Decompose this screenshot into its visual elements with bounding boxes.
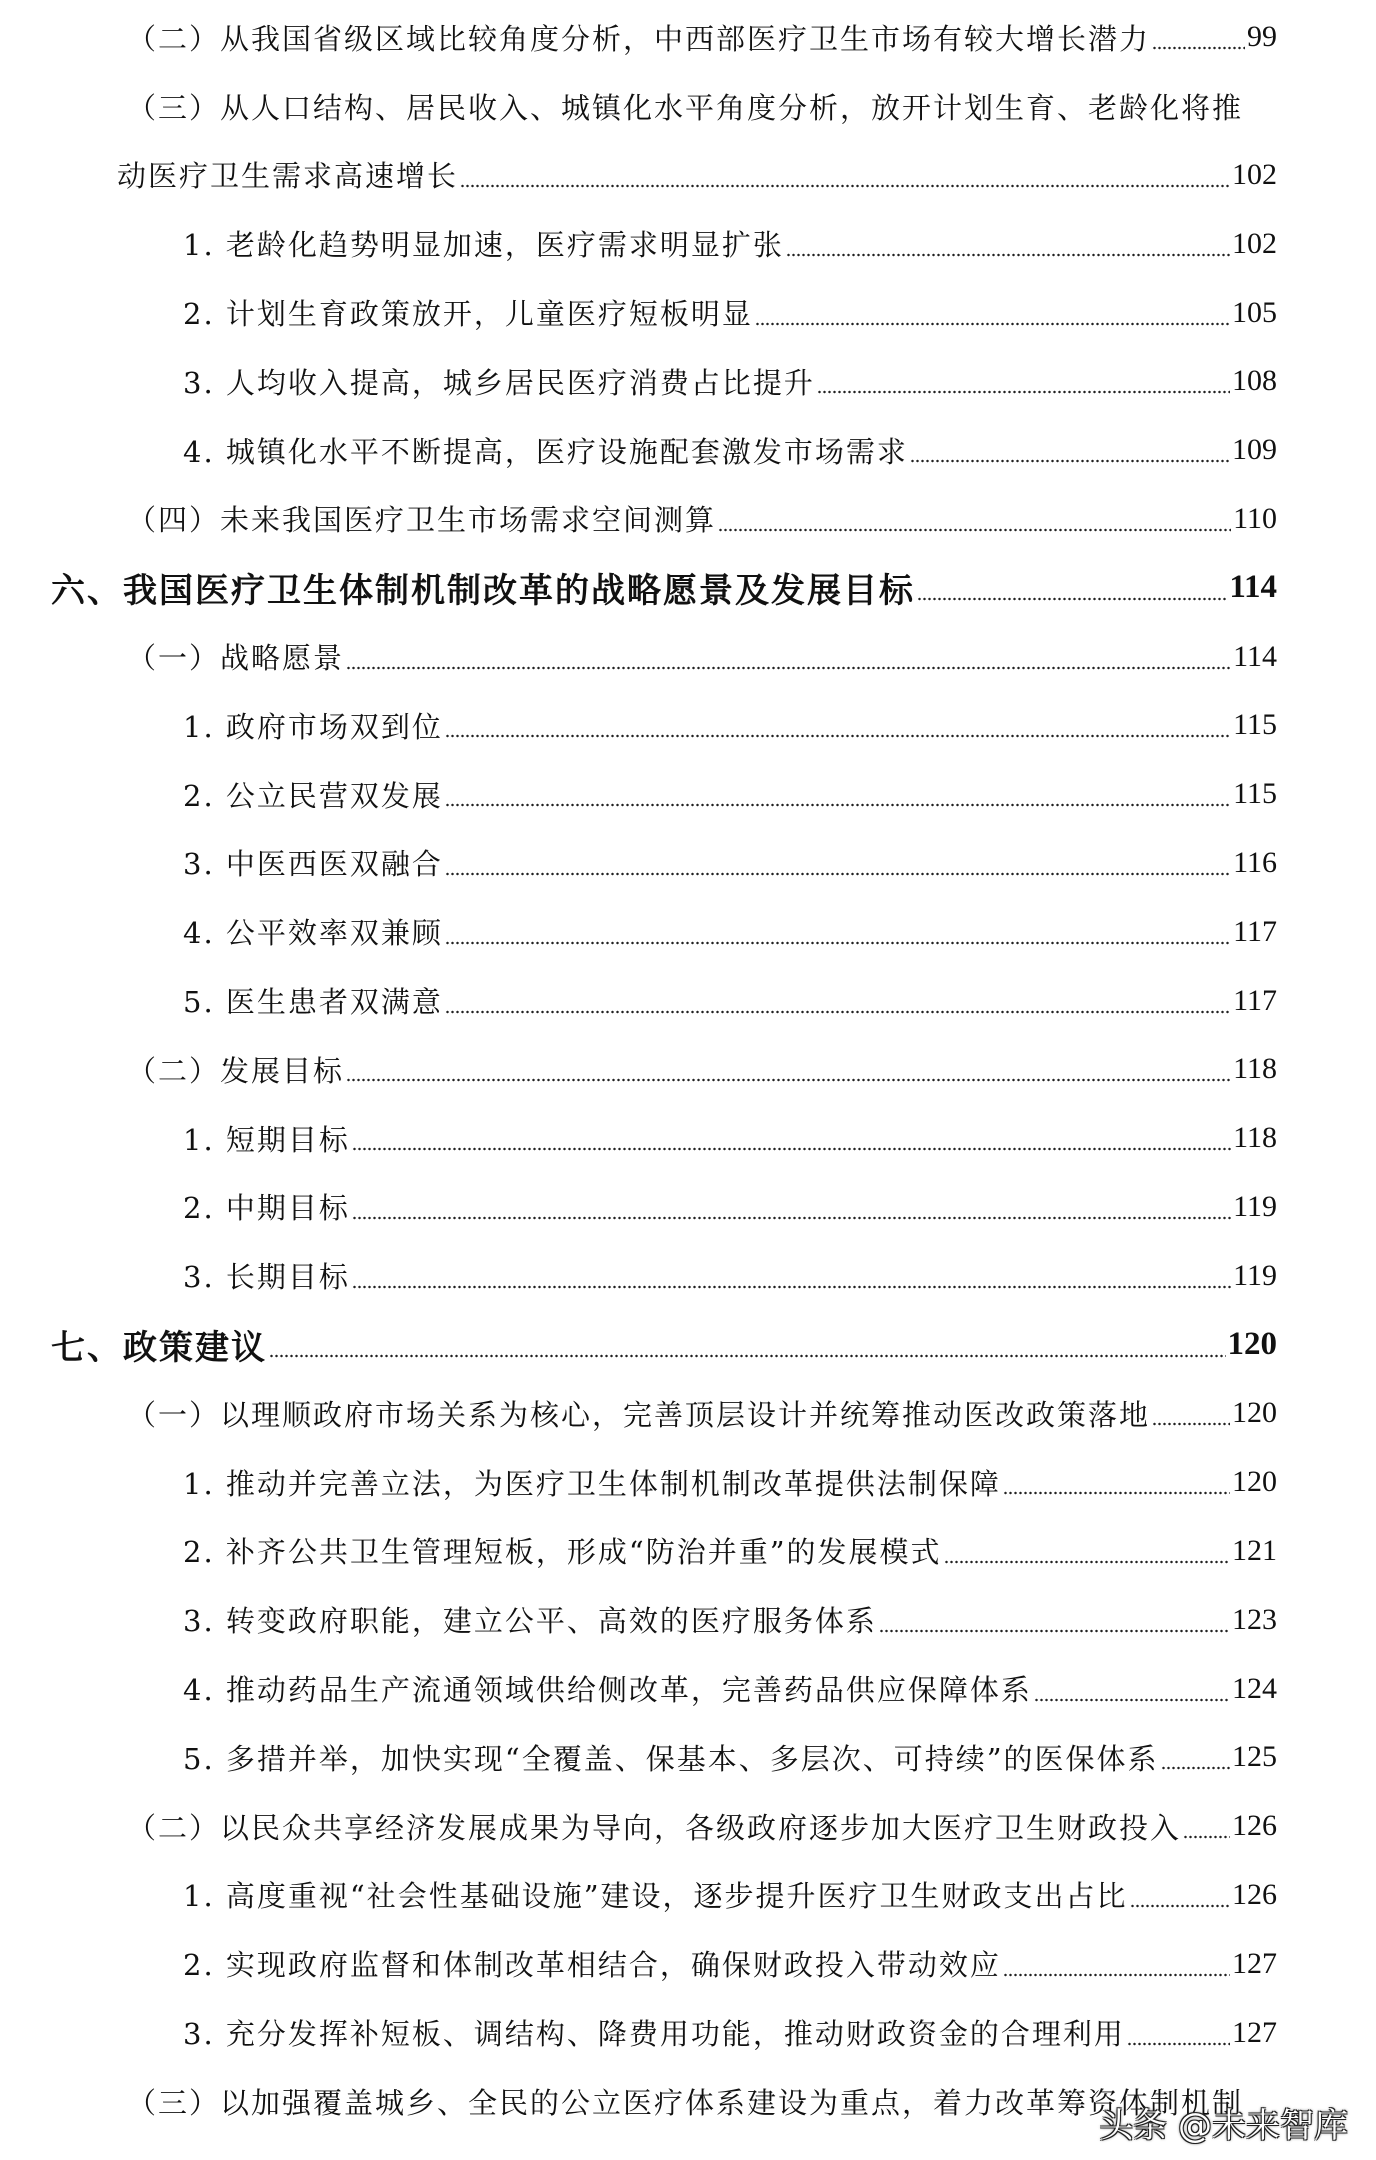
toc-dot-leader	[1034, 1698, 1230, 1702]
toc-entry-title: 2. 公立民营双发展	[183, 778, 443, 813]
toc-dot-leader	[1183, 1835, 1230, 1839]
toc-page-number: 119	[1233, 1258, 1277, 1292]
toc-entry-title: 1. 短期目标	[183, 1122, 350, 1157]
toc-page-number: 127	[1232, 1946, 1277, 1980]
toc-dot-leader	[1152, 1422, 1230, 1426]
toc-page-number: 120	[1227, 1326, 1277, 1363]
toc-section-entry[interactable]	[0, 1792, 1376, 1861]
toc-dot-leader	[445, 803, 1231, 807]
toc-page-number: 117	[1233, 983, 1277, 1017]
toc-page-number: 116	[1233, 845, 1277, 879]
toc-item-entry[interactable]	[0, 416, 1376, 485]
toc-dot-leader	[269, 1354, 1226, 1358]
toc-entry-title: 1. 推动并完善立法，为医疗卫生体制机制改革提供法制保障	[183, 1466, 1001, 1501]
watermark: 头条 @未来智库	[1099, 2106, 1348, 2146]
toc-dot-leader	[1161, 1766, 1230, 1770]
toc-section-entry[interactable]	[0, 1035, 1376, 1104]
toc-page-number: 118	[1233, 1121, 1277, 1155]
toc-dot-leader	[1003, 1973, 1230, 1977]
toc-dot-leader	[445, 734, 1231, 738]
toc-page-number: 123	[1232, 1602, 1277, 1636]
toc-item-entry[interactable]	[0, 1517, 1376, 1586]
toc-entry-title: 4. 公平效率双兼顾	[183, 916, 443, 951]
toc-page-number: 127	[1232, 2015, 1277, 2049]
toc-chapter-entry[interactable]	[0, 553, 1376, 622]
toc-page-number: 114	[1233, 639, 1277, 673]
toc-item-entry[interactable]	[0, 1241, 1376, 1310]
toc-page-number: 126	[1232, 1877, 1277, 1911]
toc-dot-leader	[346, 666, 1231, 670]
toc-dot-leader	[1130, 1904, 1230, 1908]
toc-page-number: 102	[1232, 226, 1277, 260]
toc-dot-leader	[755, 322, 1230, 326]
toc-entry-title: 2. 中期目标	[183, 1191, 350, 1226]
toc-dot-leader	[352, 1147, 1231, 1151]
toc-dot-leader	[817, 390, 1230, 394]
toc-item-entry[interactable]	[0, 209, 1376, 278]
toc-dot-leader	[352, 1285, 1231, 1289]
toc-page-number: 126	[1232, 1809, 1277, 1843]
toc-page-number: 115	[1233, 777, 1277, 811]
toc-section-entry[interactable]	[0, 3, 1376, 72]
toc-page-number: 118	[1233, 1052, 1277, 1086]
toc-dot-leader	[917, 597, 1227, 601]
toc-entry-title: （三）以加强覆盖城乡、全民的公立医疗体系建设为重点，着力改革筹资体制机制	[127, 2085, 1244, 2120]
toc-entry-title: 3. 转变政府职能，建立公平、高效的医疗服务体系	[183, 1604, 877, 1639]
toc-item-entry[interactable]	[0, 897, 1376, 966]
toc-page-number: 109	[1232, 433, 1277, 467]
toc-section-entry[interactable]	[0, 72, 1376, 141]
toc-section-entry[interactable]	[0, 1379, 1376, 1448]
toc-entry-title: 动医疗卫生需求高速增长	[117, 159, 459, 194]
toc-entry-title: 4. 城镇化水平不断提高，医疗设施配套激发市场需求	[183, 434, 908, 469]
toc-entry-title: 1. 老龄化趋势明显加速，医疗需求明显扩张	[183, 228, 784, 263]
toc-item-entry[interactable]	[0, 1861, 1376, 1930]
toc-page-number: 120	[1232, 1396, 1277, 1430]
toc-entry-title: 3. 中医西医双融合	[183, 847, 443, 882]
toc-entry-title: （二）以民众共享经济发展成果为导向，各级政府逐步加大医疗卫生财政投入	[127, 1810, 1182, 1845]
toc-entry-title: 4. 推动药品生产流通领域供给侧改革，完善药品供应保障体系	[183, 1673, 1032, 1708]
toc-entry-title: （一）战略愿景	[127, 641, 345, 676]
toc-page-number: 110	[1233, 501, 1277, 535]
toc-entry-title: （四）未来我国医疗卫生市场需求空间测算	[127, 503, 717, 538]
toc-section-entry[interactable]	[0, 141, 1376, 210]
toc-entry-title: 3. 长期目标	[183, 1260, 350, 1295]
toc-chapter-entry[interactable]	[0, 1310, 1376, 1379]
toc-item-entry[interactable]	[0, 1585, 1376, 1654]
toc-item-entry[interactable]	[0, 760, 1376, 829]
toc-page-number: 119	[1233, 1189, 1277, 1223]
toc-dot-leader	[445, 872, 1231, 876]
toc-dot-leader	[786, 253, 1230, 257]
toc-page-number: 121	[1232, 1533, 1277, 1567]
toc-entry-title: （三）从人口结构、居民收入、城镇化水平角度分析，放开计划生育、老龄化将推	[127, 90, 1244, 125]
toc-section-entry[interactable]	[0, 622, 1376, 691]
toc-dot-leader	[1152, 46, 1245, 50]
toc-dot-leader	[445, 1010, 1231, 1014]
toc-dot-leader	[879, 1629, 1230, 1633]
toc-entry-title: 六、我国医疗卫生体制机制改革的战略愿景及发展目标	[51, 571, 915, 612]
toc-entry-title: 1. 高度重视“社会性基础设施”建设，逐步提升医疗卫生财政支出占比	[183, 1879, 1128, 1914]
toc-page-number: 115	[1233, 708, 1277, 742]
toc-dot-leader	[445, 941, 1231, 945]
toc-dot-leader	[944, 1560, 1230, 1564]
toc-item-entry[interactable]	[0, 1104, 1376, 1173]
toc-entry-title: 2. 补齐公共卫生管理短板，形成“防治并重”的发展模式	[183, 1535, 942, 1570]
toc-dot-leader	[718, 528, 1231, 532]
toc-page-number: 105	[1232, 295, 1277, 329]
toc-dot-leader	[910, 459, 1230, 463]
toc-entry-title: 5. 医生患者双满意	[183, 985, 443, 1020]
toc-entry-title: 1. 政府市场双到位	[183, 709, 443, 744]
toc-page-number: 120	[1232, 1465, 1277, 1499]
toc-dot-leader	[1003, 1491, 1230, 1495]
toc-item-entry[interactable]	[0, 1723, 1376, 1792]
toc-item-entry[interactable]	[0, 691, 1376, 760]
toc-item-entry[interactable]	[0, 1173, 1376, 1242]
toc-entry-title: 3. 充分发挥补短板、调结构、降费用功能，推动财政资金的合理利用	[183, 2017, 1125, 2051]
toc-entry-title: 2. 实现政府监督和体制改革相结合，确保财政投入带动效应	[183, 1948, 1001, 1983]
toc-page-number: 114	[1229, 569, 1277, 606]
toc-page-number: 108	[1232, 364, 1277, 398]
toc-page-number: 117	[1233, 914, 1277, 948]
toc-item-entry[interactable]	[0, 1448, 1376, 1517]
toc-item-entry[interactable]	[0, 1654, 1376, 1723]
toc-item-entry[interactable]	[0, 829, 1376, 898]
toc-item-entry[interactable]	[0, 1929, 1376, 1998]
toc-entry-title: （二）发展目标	[127, 1053, 345, 1088]
toc-page-number: 99	[1247, 20, 1277, 54]
toc-item-entry[interactable]	[0, 278, 1376, 347]
toc-entry-title: 5. 多措并举，加快实现“全覆盖、保基本、多层次、可持续”的医保体系	[183, 1741, 1159, 1776]
toc-entry-title: （二）从我国省级区域比较角度分析，中西部医疗卫生市场有较大增长潜力	[127, 21, 1151, 56]
toc-dot-leader	[346, 1078, 1231, 1082]
toc-section-entry[interactable]	[0, 485, 1376, 554]
toc-entry-title: 七、政策建议	[51, 1328, 267, 1369]
table-of-contents	[0, 3, 1376, 2136]
toc-entry-title: （一）以理顺政府市场关系为核心，完善顶层设计并统筹推动医改政策落地	[127, 1397, 1151, 1432]
toc-page-number: 124	[1232, 1671, 1277, 1705]
toc-item-entry[interactable]	[0, 347, 1376, 416]
toc-dot-leader	[460, 184, 1230, 188]
toc-item-entry[interactable]	[0, 966, 1376, 1035]
toc-entry-title: 2. 计划生育政策放开，儿童医疗短板明显	[183, 297, 753, 332]
toc-page-number: 102	[1232, 157, 1277, 191]
toc-entry-title: 3. 人均收入提高，城乡居民医疗消费占比提升	[183, 365, 815, 400]
toc-dot-leader	[1127, 2042, 1230, 2046]
toc-item-entry[interactable]	[0, 1998, 1376, 2067]
toc-page-number: 125	[1232, 1740, 1277, 1774]
toc-dot-leader	[352, 1216, 1231, 1220]
